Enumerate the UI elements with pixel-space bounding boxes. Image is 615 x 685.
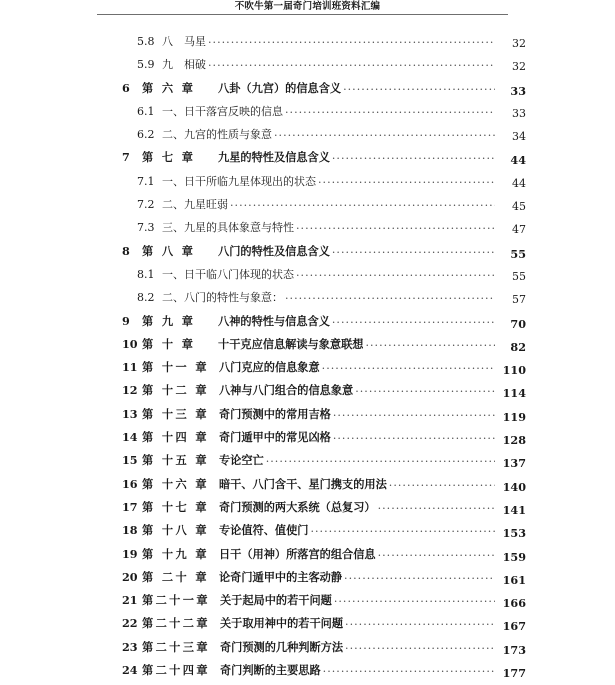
toc-leader-dots bbox=[332, 244, 495, 255]
toc-entry-chapter-label: 第二十三章 bbox=[142, 639, 210, 654]
toc-entry-number: 11 bbox=[122, 360, 138, 375]
toc-entry-title: 一、日干临八门体现的状态 bbox=[162, 267, 294, 281]
toc-entry-chapter-label: 第二十二章 bbox=[142, 616, 210, 631]
toc-entry-page-number: 159 bbox=[502, 549, 526, 564]
toc-entry-title: 一、日干落宫反映的信息 bbox=[162, 104, 283, 118]
toc-leader-dots bbox=[208, 34, 495, 45]
toc-entry-title: 奇门预测中的常用吉格 bbox=[218, 406, 331, 421]
toc-entry-chapter-label: 第 七 章 bbox=[142, 150, 196, 165]
toc-entry-chapter-label: 第 十七 章 bbox=[142, 499, 209, 514]
toc-entry[interactable] bbox=[0, 313, 615, 336]
toc-entry-number: 7.3 bbox=[137, 221, 155, 235]
toc-entry[interactable] bbox=[0, 80, 615, 103]
toc-entry[interactable] bbox=[0, 499, 615, 522]
toc-entry[interactable] bbox=[0, 452, 615, 475]
toc-entry-title: 二、八门的特性与象意： bbox=[162, 291, 283, 305]
toc-entry-title: 八卦（九宫）的信息含义 bbox=[218, 80, 342, 95]
toc-leader-dots bbox=[333, 407, 495, 418]
toc-entry-title: 三、九星的具体象意与特性 bbox=[162, 221, 294, 235]
toc-entry-chapter-label: 第二十一章 bbox=[142, 593, 210, 608]
toc-entry-title: 奇门判断的主要思路 bbox=[219, 663, 321, 678]
toc-entry-page-number: 55 bbox=[512, 269, 526, 283]
toc-entry-number: 7 bbox=[122, 150, 130, 165]
toc-entry[interactable] bbox=[0, 103, 615, 126]
toc-leader-dots bbox=[355, 383, 495, 394]
toc-entry-page-number: 44 bbox=[510, 153, 526, 168]
toc-entry[interactable] bbox=[0, 569, 615, 592]
toc-entry[interactable] bbox=[0, 126, 615, 149]
toc-leader-dots bbox=[230, 197, 495, 208]
toc-leader-dots bbox=[345, 640, 495, 651]
toc-entry-title: 二、九星旺弱 bbox=[162, 198, 228, 212]
toc-entry[interactable] bbox=[0, 639, 615, 662]
toc-entry-number: 14 bbox=[122, 430, 138, 445]
toc-entry-page-number: 166 bbox=[502, 596, 526, 611]
toc-entry-number: 5.8 bbox=[137, 35, 155, 48]
header-divider-rule bbox=[97, 14, 508, 15]
toc-entry[interactable] bbox=[0, 382, 615, 405]
toc-entry-chapter-label: 第 二十 章 bbox=[142, 569, 209, 584]
toc-entry-title: 九星的特性及信息含义 bbox=[218, 150, 330, 165]
toc-leader-dots bbox=[318, 174, 495, 185]
toc-leader-dots bbox=[296, 220, 495, 231]
toc-entry-number: 16 bbox=[122, 476, 138, 491]
toc-entry-page-number: 70 bbox=[510, 316, 526, 331]
toc-entry[interactable] bbox=[0, 149, 615, 172]
toc-entry[interactable] bbox=[0, 592, 615, 615]
toc-leader-dots bbox=[345, 616, 495, 627]
toc-entry-title: 论奇门遁甲中的主客动静 bbox=[218, 569, 343, 584]
toc-entry-page-number: 33 bbox=[512, 106, 526, 120]
toc-entry-number: 19 bbox=[122, 546, 138, 561]
toc-entry-title: 专论值符、值使门 bbox=[218, 523, 309, 538]
toc-entry-page-number: 47 bbox=[512, 223, 526, 237]
toc-entry-chapter-label: 第 九 章 bbox=[142, 313, 196, 328]
toc-leader-dots bbox=[389, 477, 495, 488]
toc-entry-number: 17 bbox=[122, 499, 138, 514]
toc-entry-chapter-label: 第 十三 章 bbox=[142, 406, 209, 421]
toc-entry-title: 关于起局中的若干问题 bbox=[219, 593, 332, 608]
toc-entry[interactable] bbox=[0, 615, 615, 638]
toc-entry-title: 十干克应信息解读与象意联想 bbox=[218, 336, 364, 351]
toc-entry-title: 八神与八门组合的信息象意 bbox=[218, 383, 354, 398]
toc-entry-chapter-label: 第 十九 章 bbox=[142, 546, 209, 561]
toc-entry-number: 7.1 bbox=[137, 174, 155, 188]
toc-entry-number: 20 bbox=[122, 569, 138, 584]
toc-leader-dots bbox=[285, 104, 495, 115]
toc-entry[interactable] bbox=[0, 429, 615, 452]
toc-entry-title: 奇门预测的两大系统（总复习） bbox=[218, 499, 376, 514]
toc-entry-chapter-label: 第 十五 章 bbox=[142, 453, 209, 468]
toc-entry-number: 12 bbox=[122, 383, 138, 398]
toc-entry-number: 13 bbox=[122, 406, 138, 421]
toc-entry-number: 6.1 bbox=[137, 104, 155, 118]
toc-entry[interactable] bbox=[0, 219, 615, 242]
toc-entry-number: 7.2 bbox=[137, 198, 155, 212]
toc-entry[interactable] bbox=[0, 196, 615, 219]
toc-entry-page-number: 32 bbox=[512, 60, 526, 74]
toc-entry-title: 八 马星 bbox=[162, 35, 206, 48]
toc-entry-title: 暗干、八门含干、星门携支的用法 bbox=[218, 476, 387, 491]
toc-entry-page-number: 82 bbox=[510, 339, 526, 354]
toc-entry-chapter-label: 第 十二 章 bbox=[142, 383, 209, 398]
toc-entry-page-number: 161 bbox=[502, 572, 526, 587]
toc-entry-number: 22 bbox=[122, 616, 138, 631]
toc-leader-dots bbox=[266, 453, 495, 464]
toc-entry-number: 8 bbox=[122, 243, 130, 258]
toc-entry[interactable] bbox=[0, 546, 615, 569]
toc-leader-dots bbox=[332, 150, 495, 161]
toc-entry[interactable] bbox=[0, 56, 615, 79]
toc-leader-dots bbox=[274, 127, 495, 138]
toc-entry-page-number: 114 bbox=[502, 386, 526, 401]
toc-leader-dots bbox=[378, 547, 495, 558]
toc-entry-page-number: 153 bbox=[502, 526, 526, 541]
toc-entry[interactable] bbox=[0, 406, 615, 429]
toc-entry-page-number: 119 bbox=[502, 409, 526, 424]
toc-entry-page-number: 137 bbox=[502, 456, 526, 471]
toc-entry-number: 6.2 bbox=[137, 128, 155, 142]
toc-entry[interactable] bbox=[0, 243, 615, 266]
toc-leader-dots bbox=[285, 290, 495, 301]
toc-entry-number: 23 bbox=[122, 639, 138, 654]
toc-entry-number: 21 bbox=[122, 593, 138, 608]
toc-entry[interactable] bbox=[0, 662, 615, 685]
toc-entry-number: 10 bbox=[122, 336, 138, 351]
toc-entry[interactable] bbox=[0, 476, 615, 499]
toc-entry[interactable] bbox=[0, 336, 615, 359]
toc-entry[interactable] bbox=[0, 173, 615, 196]
toc-entry-chapter-label: 第 八 章 bbox=[142, 243, 196, 258]
table-of-contents bbox=[0, 33, 615, 685]
toc-entry-title: 九 相破 bbox=[162, 58, 206, 72]
toc-leader-dots bbox=[208, 57, 495, 68]
toc-entry[interactable] bbox=[0, 266, 615, 289]
toc-entry-number: 8.2 bbox=[137, 291, 155, 305]
toc-entry-number: 24 bbox=[122, 663, 138, 678]
toc-entry-page-number: 141 bbox=[502, 502, 526, 517]
toc-entry[interactable] bbox=[0, 359, 615, 382]
running-header-title: 不吹牛第一届奇门培训班资料汇编 bbox=[234, 1, 381, 12]
toc-entry-page-number: 33 bbox=[510, 83, 526, 98]
toc-entry[interactable] bbox=[0, 289, 615, 312]
toc-entry[interactable] bbox=[0, 522, 615, 545]
toc-entry-page-number: 45 bbox=[512, 200, 526, 214]
toc-entry-title: 奇门遁甲中的常见凶格 bbox=[218, 430, 331, 445]
toc-entry-page-number: 32 bbox=[512, 37, 526, 50]
toc-leader-dots bbox=[378, 500, 495, 511]
toc-leader-dots bbox=[296, 267, 495, 278]
toc-entry-chapter-label: 第 十八 章 bbox=[142, 523, 209, 538]
toc-leader-dots bbox=[365, 337, 495, 348]
toc-entry-page-number: 57 bbox=[512, 293, 526, 307]
toc-leader-dots bbox=[343, 81, 495, 92]
toc-entry-page-number: 34 bbox=[512, 130, 526, 144]
toc-entry-number: 5.9 bbox=[137, 58, 155, 72]
toc-entry-number: 9 bbox=[122, 313, 130, 328]
toc-leader-dots bbox=[344, 570, 495, 581]
toc-entry-chapter-label: 第 十 章 bbox=[142, 336, 196, 351]
toc-leader-dots bbox=[332, 314, 495, 325]
toc-entry-title: 日干（用神）所落宫的组合信息 bbox=[218, 546, 376, 561]
toc-entry-number: 8.1 bbox=[137, 267, 155, 281]
toc-entry-page-number: 44 bbox=[512, 176, 526, 190]
toc-entry-page-number: 55 bbox=[510, 246, 526, 261]
toc-entry-title: 专论空亡 bbox=[218, 453, 264, 468]
toc-leader-dots bbox=[334, 593, 495, 604]
toc-entry-number: 15 bbox=[122, 453, 138, 468]
toc-entry-chapter-label: 第 十一 章 bbox=[142, 360, 209, 375]
toc-entry-title: 八门克应的信息象意 bbox=[218, 360, 320, 375]
toc-leader-dots bbox=[323, 663, 495, 674]
toc-entry-page-number: 140 bbox=[502, 479, 526, 494]
toc-entry-page-number: 110 bbox=[502, 363, 526, 378]
toc-entry-chapter-label: 第 十六 章 bbox=[142, 476, 209, 491]
toc-entry-title: 八神的特性与信息含义 bbox=[218, 313, 330, 328]
toc-entry-title: 关于取用神中的若干问题 bbox=[219, 616, 344, 631]
toc-entry-page-number: 173 bbox=[502, 642, 526, 657]
toc-entry-title: 奇门预测的几种判断方法 bbox=[219, 639, 344, 654]
toc-entry-chapter-label: 第二十四章 bbox=[142, 663, 210, 678]
toc-leader-dots bbox=[310, 523, 495, 534]
toc-entry-number: 6 bbox=[122, 80, 130, 95]
toc-leader-dots bbox=[322, 360, 495, 371]
toc-entry-number: 18 bbox=[122, 523, 138, 538]
toc-entry-title: 一、日干所临九星体现出的状态 bbox=[162, 174, 316, 188]
toc-entry-title: 八门的特性及信息含义 bbox=[218, 243, 330, 258]
toc-entry-page-number: 167 bbox=[502, 619, 526, 634]
toc-entry-page-number: 128 bbox=[502, 433, 526, 448]
toc-entry[interactable] bbox=[0, 33, 615, 56]
toc-entry-chapter-label: 第 十四 章 bbox=[142, 430, 209, 445]
toc-entry-chapter-label: 第 六 章 bbox=[142, 80, 196, 95]
page-header bbox=[0, 0, 615, 18]
toc-entry-page-number: 177 bbox=[502, 666, 526, 681]
toc-entry-title: 二、九宫的性质与象意 bbox=[162, 128, 272, 142]
toc-leader-dots bbox=[333, 430, 495, 441]
